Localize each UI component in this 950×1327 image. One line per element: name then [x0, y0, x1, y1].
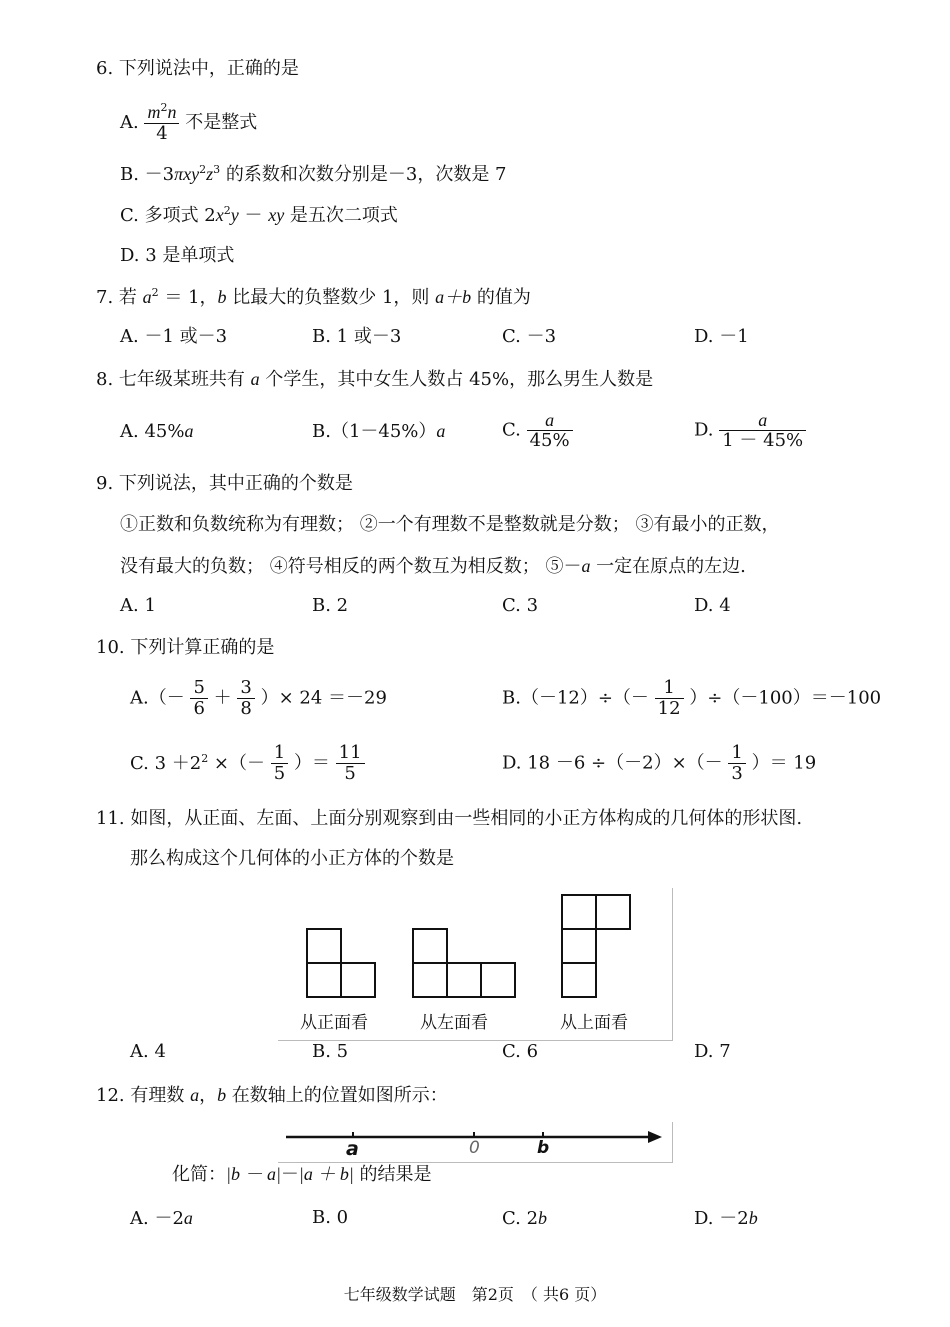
q7-option-a: A. －1 或－3 [120, 326, 228, 347]
q12-option-d: D. －2b [694, 1208, 758, 1229]
q7-stem: 7. 若 $a^2 = 1$，b 比最大的负整数少 1，则 a＋b 的值为 [96, 286, 531, 308]
q6-option-b: B. $-3\pi xy^2z^3$ 的系数和次数分别是－3，次数是 7 [120, 163, 507, 185]
q7-option-c: C. －3 [502, 326, 557, 347]
q9-stem: 9. 下列说法，其中正确的个数是 [96, 473, 353, 494]
q6-a-fraction: $\frac{m^2n}{4}$ [144, 102, 179, 144]
arrow-icon [648, 1131, 662, 1143]
q8-option-a: A. 45%a [120, 421, 194, 442]
q12-stem: 12. 有理数 a，b 在数轴上的位置如图所示： [96, 1085, 448, 1106]
q11-stem: 11. 如图，从正面、左面、上面分别观察到由一些相同的小正方体构成的几何体的形状图. [96, 808, 803, 829]
q9-option-b: B. 2 [312, 595, 349, 616]
top-view-square [561, 894, 597, 930]
page-footer: 七年级数学试题 第2页 （ 共6 页） [343, 1285, 607, 1304]
q9-statement-line1: ①正数和负数统称为有理数； ②一个有理数不是整数就是分数； ③有最小的正数， [120, 514, 780, 535]
q11-option-c: C. 6 [502, 1041, 539, 1062]
left-view-label: 从左面看 [420, 1013, 488, 1033]
q8-option-c: C. $\frac{a}{45\%}$ [502, 410, 573, 451]
top-view-square [561, 928, 597, 964]
front-view-square [340, 962, 376, 998]
top-view-square [595, 894, 631, 930]
q10-option-c: C. $3 +2^2$ ×（－ $\frac{1}{5}$ ）＝ $\frac{11}{5}$ [130, 743, 365, 784]
q12-number-line [278, 1122, 673, 1163]
front-view-label: 从正面看 [300, 1013, 368, 1033]
q8-option-d: D. $\frac{a}{1 - 45\%}$ [694, 410, 806, 451]
q9-option-d: D. 4 [694, 595, 731, 616]
q8-stem: 8. 七年级某班共有 a 个学生，其中女生人数占 45%，那么男生人数是 [96, 369, 654, 390]
q6-option-a: A. $\frac{m^2n}{4}$ 不是整式 [120, 101, 258, 144]
axis-label-a: a [346, 1138, 359, 1160]
q12-option-c: C. 2b [502, 1208, 548, 1229]
q10-option-b: B.（－12）÷（－ $\frac{1}{12}$ ）÷（－100）＝－100 [502, 677, 882, 719]
q9-statement-line2: 没有最大的负数； ④符号相反的两个数互为相反数； ⑤－a 一定在原点的左边. [120, 556, 746, 577]
q11-option-d: D. 7 [694, 1041, 731, 1062]
top-view-label: 从上面看 [560, 1013, 628, 1033]
q12-option-b: B. 0 [312, 1207, 349, 1228]
left-view-square [412, 928, 448, 964]
top-view-square [561, 962, 597, 998]
q11-option-a: A. 4 [130, 1041, 166, 1062]
front-view-square [306, 928, 342, 964]
q8-c-fraction: $\frac{a}{45\%}$ [527, 410, 573, 451]
q8-option-b: B.（1－45%）a [312, 421, 446, 442]
q7-option-b: B. 1 或－3 [312, 326, 402, 347]
q10-option-d: D. 18 －6 ÷（－2）×（－ $\frac{1}{3}$ ）＝ 19 [502, 742, 817, 784]
q11-stem-line2: 那么构成这个几何体的小正方体的个数是 [130, 848, 454, 869]
q11-option-b: B. 5 [312, 1041, 349, 1062]
left-view-square [412, 962, 448, 998]
q11-figure [278, 888, 673, 1041]
q6-option-d: D. 3 是单项式 [120, 245, 235, 266]
left-view-square [446, 962, 482, 998]
q6-stem: 6. 下列说法中，正确的是 [96, 58, 299, 79]
q10-option-a: A.（－ $\frac{5}{6}$ ＋ $\frac{3}{8}$ ）× 24 ＝－29 [130, 677, 387, 719]
q9-option-c: C. 3 [502, 595, 539, 616]
front-view-square [306, 962, 342, 998]
left-view-square [480, 962, 516, 998]
q8-d-fraction: $\frac{a}{1 - 45\%}$ [719, 410, 806, 451]
axis-label-b: b [537, 1138, 550, 1158]
q9-option-a: A. 1 [120, 595, 156, 616]
q7-option-d: D. －1 [694, 326, 749, 347]
q12-simplify: 化简：|b － a|－|a ＋ b| 的结果是 [172, 1164, 432, 1185]
axis-label-0: 0 [469, 1138, 480, 1158]
q6-option-c: C. 多项式 $2x^2y$ － xy 是五次二项式 [120, 204, 398, 226]
q12-option-a: A. －2a [130, 1208, 193, 1229]
q10-stem: 10. 下列计算正确的是 [96, 637, 275, 658]
